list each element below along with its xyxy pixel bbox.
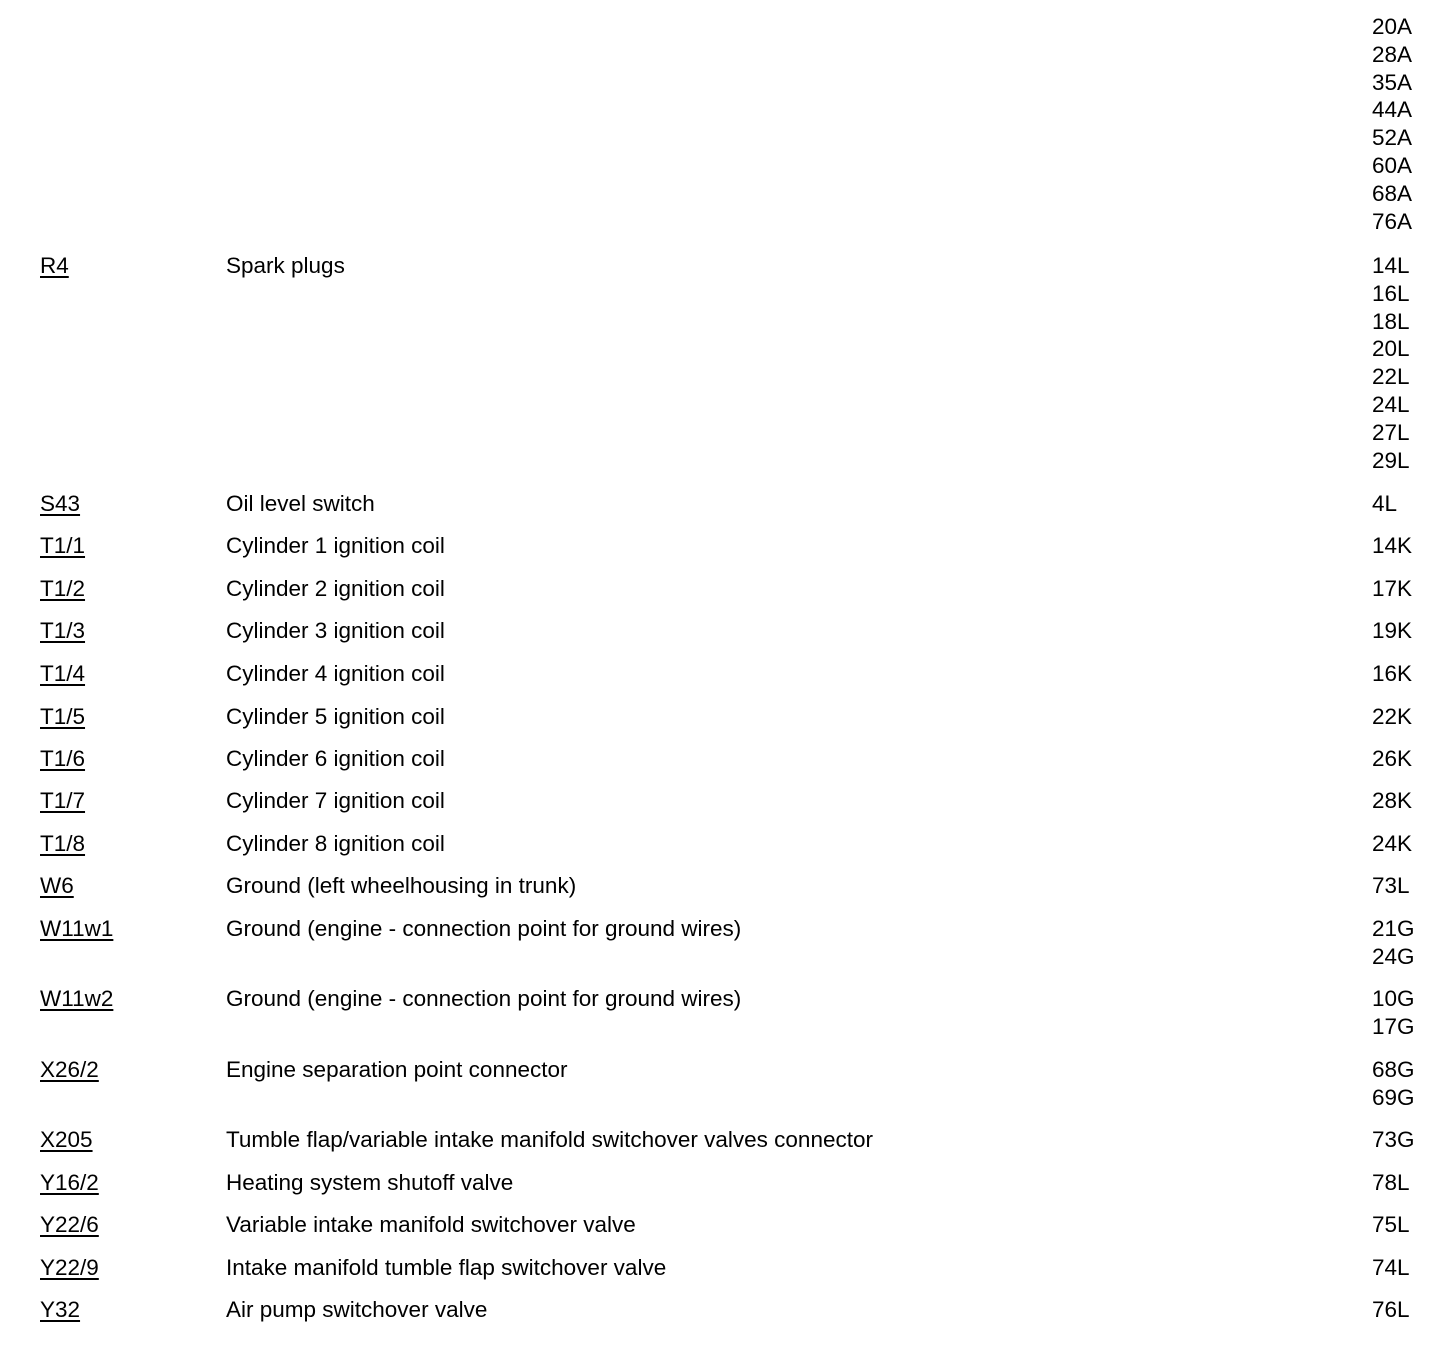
- component-code-link[interactable]: T1/8: [40, 831, 86, 856]
- component-locations: [1372, 532, 1412, 560]
- location-ref: 22L: [1372, 364, 1410, 390]
- location-ref: 68A: [1372, 180, 1413, 206]
- component-locations: [1372, 490, 1397, 518]
- location-ref: 26K: [1372, 746, 1413, 771]
- component-locations: [1372, 1254, 1410, 1282]
- location-ref: 24G: [1372, 943, 1415, 969]
- location-ref: 21G: [1372, 916, 1415, 941]
- location-ref: 73L: [1372, 873, 1410, 898]
- component-locations: [1372, 1296, 1410, 1324]
- component-locations: [1372, 915, 1415, 971]
- location-ref: 28K: [1372, 788, 1413, 813]
- component-description: Intake manifold tumble flap switchover valve: [226, 1255, 667, 1280]
- component-locations: [1372, 617, 1412, 645]
- location-ref: 44A: [1372, 97, 1413, 123]
- component-code-link[interactable]: R4: [40, 253, 69, 278]
- component-description: Cylinder 1 ignition coil: [226, 533, 445, 558]
- component-description: Cylinder 4 ignition coil: [226, 661, 445, 686]
- location-ref: 24K: [1372, 831, 1413, 856]
- location-ref: 76A: [1372, 208, 1413, 234]
- location-ref: 16K: [1372, 661, 1413, 686]
- component-description: Spark plugs: [226, 253, 345, 278]
- location-ref: 35A: [1372, 69, 1413, 95]
- location-ref: 29L: [1372, 447, 1410, 473]
- location-ref: 20L: [1372, 336, 1410, 362]
- component-locations: [1372, 1126, 1415, 1154]
- component-locations: [1372, 872, 1410, 900]
- top-location-list: [1372, 13, 1412, 235]
- component-locations: [1372, 745, 1412, 773]
- component-code-link[interactable]: W6: [40, 873, 74, 898]
- component-description: Cylinder 2 ignition coil: [226, 576, 445, 601]
- component-description: Oil level switch: [226, 491, 375, 516]
- component-code-link[interactable]: W11w2: [40, 986, 114, 1011]
- location-ref: 76L: [1372, 1297, 1410, 1322]
- component-description: Cylinder 5 ignition coil: [226, 704, 445, 729]
- location-ref: 75L: [1372, 1212, 1410, 1237]
- component-description: Ground (left wheelhousing in trunk): [226, 873, 577, 898]
- location-ref: 17G: [1372, 1013, 1415, 1039]
- component-description: Tumble flap/variable intake manifold switchover valves connector: [226, 1127, 873, 1152]
- component-locations: [1372, 703, 1412, 731]
- component-code-link[interactable]: Y22/9: [40, 1255, 99, 1280]
- component-code-link[interactable]: T1/1: [40, 533, 86, 558]
- component-locations: [1372, 1056, 1415, 1112]
- component-code-link[interactable]: T1/7: [40, 788, 86, 813]
- component-description: Air pump switchover valve: [226, 1297, 488, 1322]
- component-locations: [1372, 830, 1412, 858]
- location-ref: 19K: [1372, 618, 1413, 643]
- component-locations: [1372, 252, 1410, 474]
- component-code-link[interactable]: X26/2: [40, 1057, 99, 1082]
- component-locations: [1372, 985, 1415, 1041]
- component-description: Ground (engine - connection point for ground wires): [226, 986, 742, 1011]
- location-ref: 27L: [1372, 419, 1410, 445]
- component-description: Cylinder 7 ignition coil: [226, 788, 445, 813]
- component-description: Ground (engine - connection point for ground wires): [226, 916, 742, 941]
- component-locations: [1372, 660, 1412, 688]
- location-ref: 74L: [1372, 1255, 1410, 1280]
- location-ref: 17K: [1372, 576, 1413, 601]
- component-code-link[interactable]: T1/3: [40, 618, 86, 643]
- location-ref: 22K: [1372, 704, 1413, 729]
- component-code-link[interactable]: X205: [40, 1127, 93, 1152]
- location-ref: 4L: [1372, 491, 1398, 516]
- component-description: Heating system shutoff valve: [226, 1170, 514, 1195]
- component-locations: [1372, 1211, 1410, 1239]
- component-description: Cylinder 6 ignition coil: [226, 746, 445, 771]
- component-description: Cylinder 3 ignition coil: [226, 618, 445, 643]
- location-ref: 16L: [1372, 280, 1410, 306]
- component-locations: [1372, 787, 1412, 815]
- location-ref: 18L: [1372, 308, 1410, 334]
- component-code-link[interactable]: T1/4: [40, 661, 86, 686]
- location-ref: 14L: [1372, 253, 1410, 278]
- location-ref: 24L: [1372, 391, 1410, 417]
- component-code-link[interactable]: Y32: [40, 1297, 81, 1322]
- component-description: Engine separation point connector: [226, 1057, 568, 1082]
- component-code-link[interactable]: W11w1: [40, 916, 114, 941]
- component-locations: [1372, 1169, 1410, 1197]
- component-code-link[interactable]: T1/5: [40, 704, 86, 729]
- location-ref: 10G: [1372, 986, 1415, 1011]
- component-locations: [1372, 575, 1412, 603]
- component-code-link[interactable]: Y16/2: [40, 1170, 99, 1195]
- component-code-link[interactable]: S43: [40, 491, 81, 516]
- location-ref: 14K: [1372, 533, 1413, 558]
- location-ref: 73G: [1372, 1127, 1415, 1152]
- component-code-link[interactable]: T1/6: [40, 746, 86, 771]
- location-ref: 20A: [1372, 14, 1413, 39]
- component-description: Variable intake manifold switchover valve: [226, 1212, 636, 1237]
- component-description: Cylinder 8 ignition coil: [226, 831, 445, 856]
- location-ref: 52A: [1372, 125, 1413, 151]
- location-ref: 69G: [1372, 1084, 1415, 1110]
- component-code-link[interactable]: T1/2: [40, 576, 86, 601]
- component-code-link[interactable]: Y22/6: [40, 1212, 99, 1237]
- location-ref: 78L: [1372, 1170, 1410, 1195]
- location-ref: 28A: [1372, 41, 1413, 67]
- location-ref: 68G: [1372, 1057, 1415, 1082]
- location-ref: 60A: [1372, 152, 1413, 178]
